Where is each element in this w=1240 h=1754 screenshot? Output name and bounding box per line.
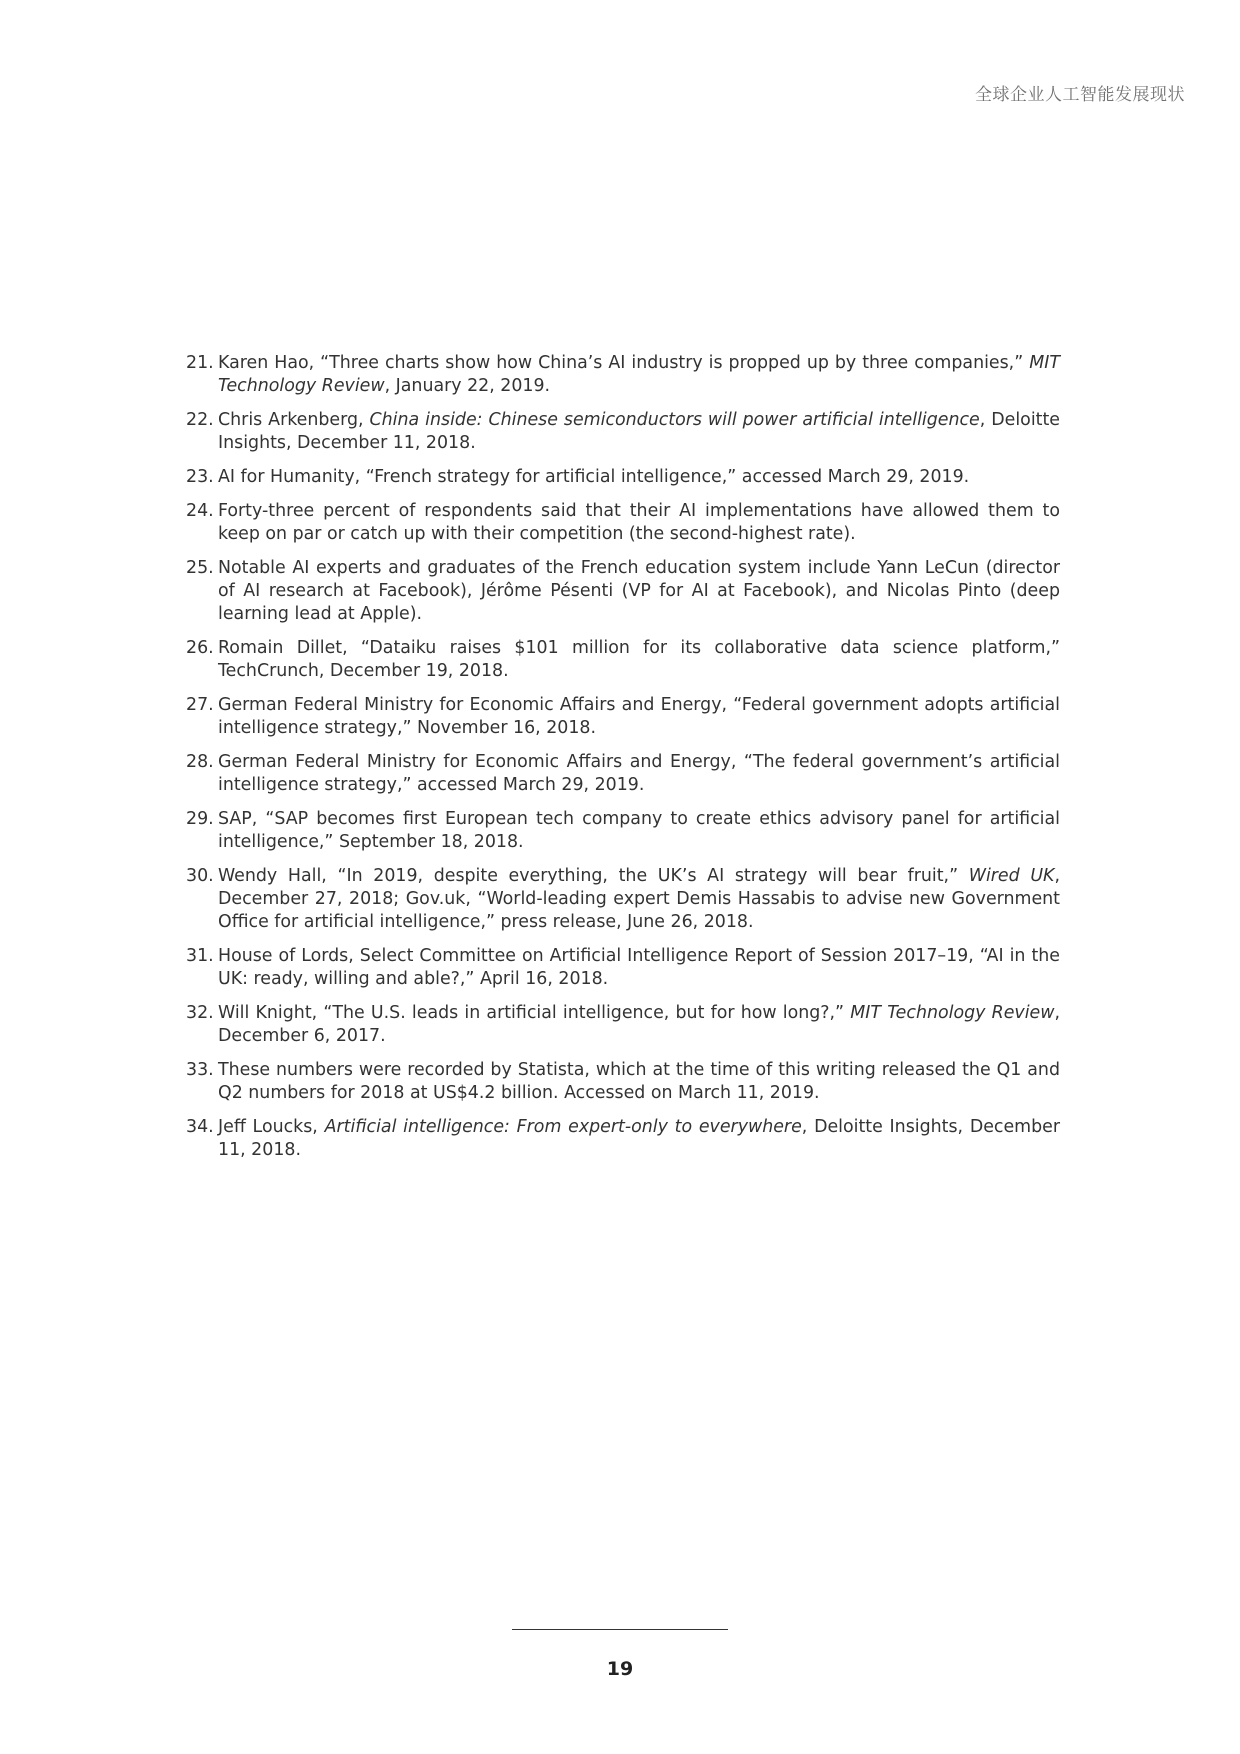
- endnote-number: 32.: [186, 1003, 214, 1023]
- endnote-text: [218, 1003, 1060, 1046]
- endnote-number: 28.: [186, 752, 214, 772]
- endnote-publication-title: China inside: Chinese semiconductors will power artificial intelligence: [369, 410, 980, 430]
- endnote-item: [186, 945, 1060, 991]
- endnote-item: [186, 1116, 1060, 1162]
- endnote-text: [218, 809, 1060, 852]
- endnote-number: 27.: [186, 695, 214, 715]
- endnote-text-segment: Chris Arkenberg,: [218, 410, 370, 430]
- endnote-text: [218, 866, 1060, 932]
- running-header: 全球企业人工智能发展现状: [975, 85, 1185, 105]
- endnote-text-segment: Notable AI experts and graduates of the French education system include Yann LeCun (director of AI research at Facebook), Jérôme Pésenti (VP for AI at Facebook), and Nicolas Pinto (deep learning lead at Apple).: [218, 558, 1060, 624]
- endnote-publication-title: Artificial intelligence: From expert-only to everywhere: [324, 1117, 802, 1137]
- endnote-publication-title: MIT Technology Review: [218, 353, 1060, 396]
- endnote-text-segment: These numbers were recorded by Statista, which at the time of this writing released the Q1 and Q2 numbers for 2018 at US$4.2 billion. Accessed on March 11, 2019.: [218, 1060, 1060, 1103]
- endnote-number: 24.: [186, 501, 214, 521]
- endnote-text-segment: , December 27, 2018; Gov.uk, “World-leading expert Demis Hassabis to advise new Government Office for artificial intelligence,” press release, June 26, 2018.: [218, 866, 1060, 932]
- endnote-number: 31.: [186, 946, 214, 966]
- endnote-item: [186, 1002, 1060, 1048]
- endnote-text: [218, 695, 1060, 738]
- endnote-number: 29.: [186, 809, 214, 829]
- endnote-number: 30.: [186, 866, 214, 886]
- endnote-text-segment: SAP, “SAP becomes first European tech company to create ethics advisory panel for artificial intelligence,” September 18, 2018.: [218, 809, 1060, 852]
- footer-divider: [512, 1629, 728, 1630]
- endnote-text-segment: House of Lords, Select Committee on Artificial Intelligence Report of Session 2017–19, “AI in the UK: ready, willing and able?,” April 16, 2018.: [218, 946, 1060, 989]
- endnote-item: [186, 751, 1060, 797]
- endnote-text: [218, 558, 1060, 624]
- endnote-item: [186, 557, 1060, 626]
- endnote-text: [218, 946, 1060, 989]
- endnote-number: 22.: [186, 410, 214, 430]
- endnote-text-segment: Karen Hao, “Three charts show how China’s AI industry is propped up by three companies,”: [218, 353, 1030, 373]
- endnote-text-segment: , December 6, 2017.: [218, 1003, 1060, 1046]
- endnote-number: 25.: [186, 558, 214, 578]
- endnote-item: [186, 1059, 1060, 1105]
- endnote-number: 21.: [186, 353, 214, 373]
- endnote-publication-title: MIT Technology Review: [850, 1003, 1055, 1023]
- endnote-number: 33.: [186, 1060, 214, 1080]
- endnote-text-segment: Jeff Loucks,: [218, 1117, 325, 1137]
- endnote-text: [218, 410, 1060, 453]
- endnote-text: [218, 752, 1060, 795]
- endnote-number: 26.: [186, 638, 214, 658]
- endnote-text: [218, 501, 1060, 544]
- page-number: 19: [606, 1658, 634, 1680]
- endnote-text-segment: Wendy Hall, “In 2019, despite everything, the UK’s AI strategy will bear fruit,”: [218, 866, 969, 886]
- endnote-text: [218, 638, 1060, 681]
- endnote-text-segment: , Deloitte Insights, December 11, 2018.: [218, 1117, 1061, 1160]
- endnote-item: [186, 409, 1060, 455]
- endnote-item: [186, 694, 1060, 740]
- endnote-text: [218, 1060, 1060, 1103]
- endnote-item: [186, 865, 1060, 934]
- endnote-item: [186, 466, 1060, 489]
- endnote-text: [218, 1117, 1060, 1160]
- endnote-text-segment: German Federal Ministry for Economic Affairs and Energy, “The federal government’s artificial intelligence strategy,” accessed March 29, 2019.: [218, 752, 1060, 795]
- endnote-number: 23.: [186, 467, 214, 487]
- endnote-text-segment: German Federal Ministry for Economic Affairs and Energy, “Federal government adopts artificial intelligence strategy,” November 16, 2018.: [218, 695, 1060, 738]
- endnote-text-segment: Will Knight, “The U.S. leads in artificial intelligence, but for how long?,”: [218, 1003, 851, 1023]
- endnote-item: [186, 352, 1060, 398]
- endnotes-list: [186, 352, 1060, 1173]
- endnote-text-segment: Forty-three percent of respondents said that their AI implementations have allowed them to keep on par or catch up with their competition (the second-highest rate).: [218, 501, 1060, 544]
- endnote-text: [218, 353, 1060, 396]
- endnote-text: [218, 467, 969, 487]
- endnote-number: 34.: [186, 1117, 214, 1137]
- endnote-item: [186, 500, 1060, 546]
- endnote-item: [186, 637, 1060, 683]
- endnote-text-segment: , Deloitte Insights, December 11, 2018.: [218, 410, 1060, 453]
- endnote-item: [186, 808, 1060, 854]
- endnote-publication-title: Wired UK: [968, 866, 1055, 886]
- endnote-text-segment: AI for Humanity, “French strategy for artificial intelligence,” accessed March 29, 2019.: [218, 467, 970, 487]
- endnote-text-segment: , January 22, 2019.: [384, 376, 551, 396]
- endnote-text-segment: Romain Dillet, “Dataiku raises $101 million for its collaborative data science platform,” TechCrunch, December 19, 2018.: [218, 638, 1060, 681]
